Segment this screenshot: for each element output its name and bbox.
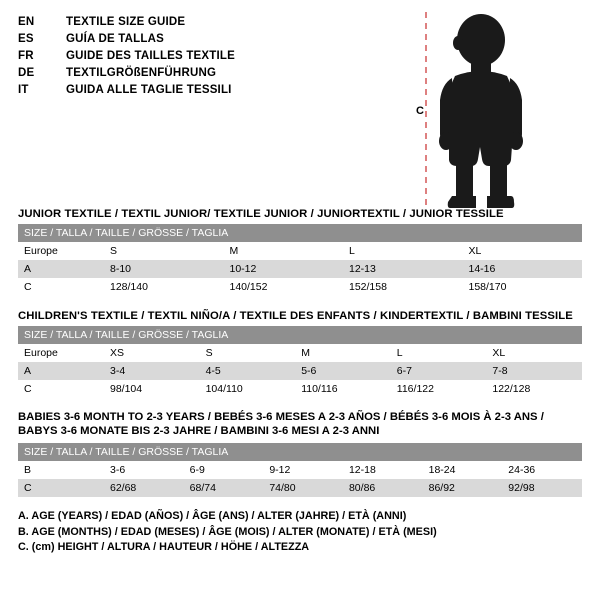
language-code: FR [18,50,34,62]
cell: 8-10 [104,260,224,278]
cell: 24-36 [502,461,582,479]
cell: 68/74 [184,479,264,497]
cell: 9-12 [263,461,343,479]
children-size-table [18,326,582,398]
section-babies-textile [18,410,582,497]
language-code: ES [18,33,34,45]
cell: 12-18 [343,461,423,479]
cell: XL [463,242,583,260]
cell: M [224,242,344,260]
language-title: TEXTILE SIZE GUIDE [66,16,186,28]
footnote-a: A. AGE (YEARS) / EDAD (AÑOS) / ÂGE (ANS) / ALTER (JAHRE) / ETÀ (ANNI) [18,509,407,522]
cell: 98/104 [104,380,200,398]
language-row [18,84,235,101]
language-title: TEXTILGRÖßENFÜHRUNG [66,67,217,79]
cell: XL [486,344,582,362]
language-row [18,16,235,33]
language-row [18,50,235,67]
cell: 74/80 [263,479,343,497]
cell: 6-9 [184,461,264,479]
cell: 3-4 [104,362,200,380]
table-header-row [18,224,582,242]
cell: 6-7 [391,362,487,380]
row-label: C [18,479,104,497]
height-measure-label: C [416,105,424,117]
cell: 128/140 [104,278,224,296]
language-code: IT [18,84,29,96]
size-header-label: SIZE / TALLA / TAILLE / GRÖSSE / TAGLIA [18,326,582,344]
table-row [18,242,582,260]
cell: 10-12 [224,260,344,278]
table-row [18,461,582,479]
cell: L [391,344,487,362]
child-silhouette-figure [408,10,568,210]
size-header-label: SIZE / TALLA / TAILLE / GRÖSSE / TAGLIA [18,443,582,461]
language-title: GUIDA ALLE TAGLIE TESSILI [66,84,232,96]
footnote-b: B. AGE (MONTHS) / EDAD (MESES) / ÂGE (MOIS) / ALTER (MONATE) / ETÀ (MESI) [18,525,437,538]
row-label: A [18,260,104,278]
cell: 14-16 [463,260,583,278]
cell: 152/158 [343,278,463,296]
table-row [18,479,582,497]
language-row [18,67,235,84]
cell: M [295,344,391,362]
cell: 86/92 [423,479,503,497]
table-row [18,260,582,278]
cell: S [200,344,296,362]
cell: 3-6 [104,461,184,479]
language-title: GUIDE DES TAILLES TEXTILE [66,50,235,62]
cell: 116/122 [391,380,487,398]
cell: XS [104,344,200,362]
section-title-line-1: BABIES 3-6 MONTH TO 2-3 YEARS / BEBÉS 3-6 MESES A 2-3 AÑOS / BÉBÉS 3-6 MOIS À 2-3 ANS / [18,411,544,423]
language-title: GUÍA DE TALLAS [66,33,164,45]
cell: 5-6 [295,362,391,380]
row-label: Europe [18,242,104,260]
row-label: A [18,362,104,380]
table-row [18,278,582,296]
footnotes [18,509,582,556]
header [18,16,582,206]
cell: 140/152 [224,278,344,296]
cell: 18-24 [423,461,503,479]
section-title: JUNIOR TEXTILE / TEXTIL JUNIOR/ TEXTILE JUNIOR / JUNIORTEXTIL / JUNIOR TESSILE [18,208,504,220]
table-row [18,380,582,398]
row-label: Europe [18,344,104,362]
cell: 7-8 [486,362,582,380]
table-header-row [18,443,582,461]
cell: 12-13 [343,260,463,278]
babies-size-table [18,443,582,497]
table-row [18,344,582,362]
cell: 92/98 [502,479,582,497]
cell: 122/128 [486,380,582,398]
section-title: CHILDREN'S TEXTILE / TEXTIL NIÑO/A / TEXTILE DES ENFANTS / KINDERTEXTIL / BAMBINI TESSILE [18,310,573,322]
cell: 110/116 [295,380,391,398]
footnote-c: C. (cm) HEIGHT / ALTURA / HAUTEUR / HÖHE / ALTEZZA [18,541,310,554]
size-header-label: SIZE / TALLA / TAILLE / GRÖSSE / TAGLIA [18,224,582,242]
cell: L [343,242,463,260]
toddler-silhouette-icon [408,10,568,215]
section-title-line-2: BABYS 3-6 MONATE BIS 2-3 JAHRE / BAMBINI 3-6 MESI A 2-3 ANNI [18,425,380,438]
section-title [18,410,582,439]
cell: S [104,242,224,260]
junior-size-table [18,224,582,296]
cell: 62/68 [104,479,184,497]
section-childrens-textile [18,310,582,398]
table-row [18,362,582,380]
language-title-list [18,16,235,101]
cell: 104/110 [200,380,296,398]
cell: 158/170 [463,278,583,296]
table-header-row [18,326,582,344]
row-label: C [18,278,104,296]
language-code: DE [18,67,35,79]
language-code: EN [18,16,35,28]
section-junior-textile [18,208,582,296]
row-label: B [18,461,104,479]
language-row [18,33,235,50]
cell: 80/86 [343,479,423,497]
row-label: C [18,380,104,398]
cell: 4-5 [200,362,296,380]
